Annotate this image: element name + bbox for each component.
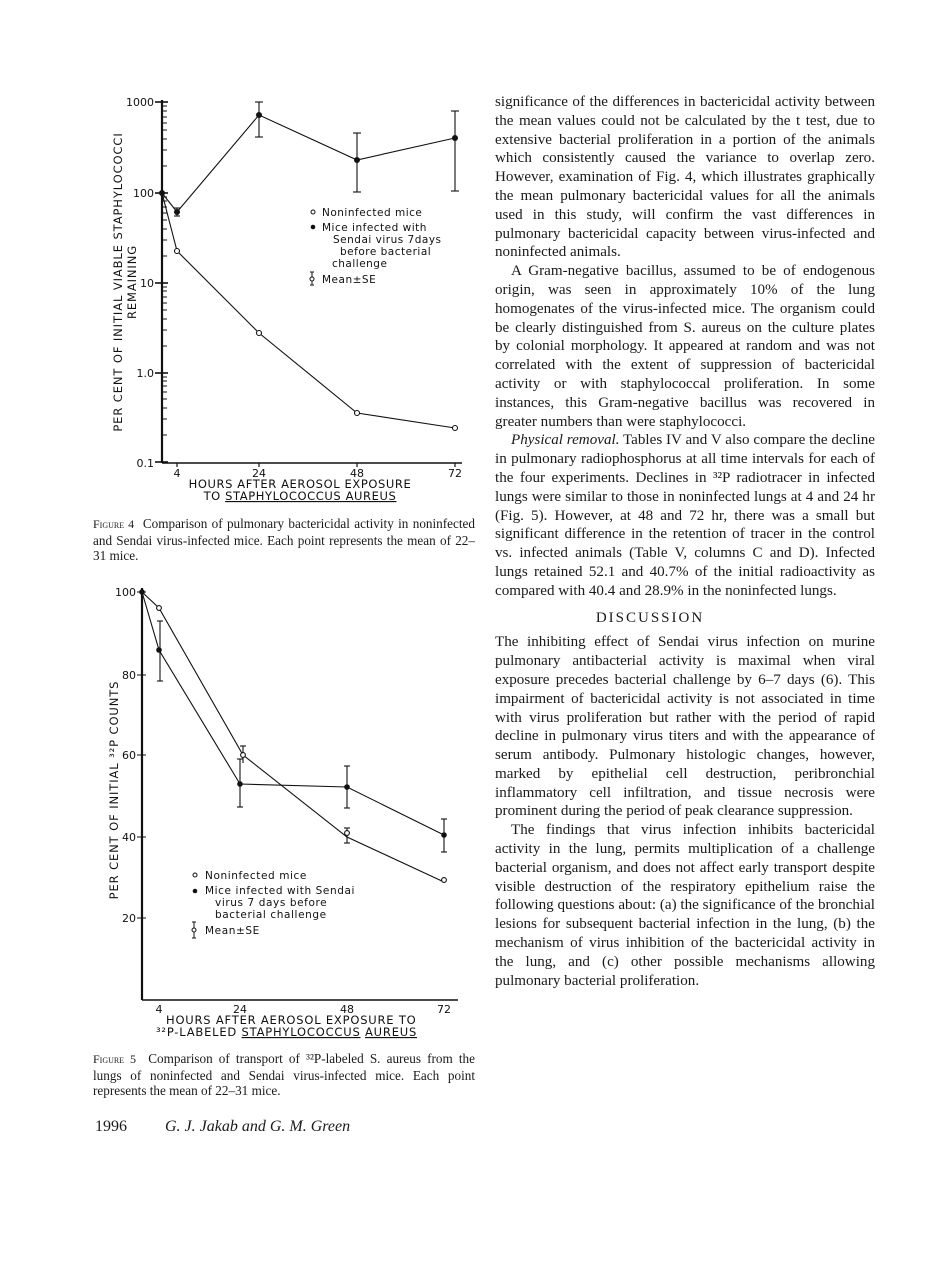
fig5-markers-open	[157, 606, 447, 883]
svg-text:4: 4	[173, 467, 181, 480]
svg-text:100: 100	[115, 586, 136, 599]
fig5-x-axis-label	[156, 1013, 417, 1039]
svg-text:10: 10	[140, 277, 154, 290]
svg-text:REMAINING: REMAINING	[125, 244, 139, 320]
svg-text:1000: 1000	[126, 96, 154, 109]
svg-text:Mice infected with: Mice infected with	[322, 222, 427, 234]
fig4-markers-filled	[159, 112, 458, 215]
paragraph-4: The inhibiting effect of Sendai virus infection on murine pulmonary antibacterial activity is maximal when viral exposure precedes bacterial challenge by 6–7 days (6). This impairment of bactericidal activity is not associated in time with virus proliferation but rather with the period of rapid decline in pulmonary virus titers and with the appearance of serum antibody. Pulmonary histologic changes, however, marked by epithelial cell destruction, peribronchial inflammatory cell infiltration, and tissue necrosis were prominent during the period of peak clearance suppression.	[495, 634, 875, 820]
paragraph-1: significance of the differences in bactericidal activity between the mean values could not be calculated by the t test, due to extensive bacterial proliferation in a portion of the animals which consistently caused the variance to overlap zero. However, examination of Fig. 4, which illustrates graphically the mean pulmonary bactericidal values for all the animals used in this study, will confirm the vast differences in pulmonary bactericidal capacity between virus-infected and noninfected animals.	[495, 94, 875, 261]
svg-text:Mice infected with Sendai: Mice infected with Sendai	[205, 885, 356, 897]
svg-text:72: 72	[437, 1003, 451, 1016]
fig4-x-axis-label	[189, 477, 412, 503]
fig5-y-axis-label: PER CENT OF INITIAL ³²P COUNTS	[107, 680, 121, 900]
fig5-legend	[192, 870, 355, 938]
svg-text:40: 40	[122, 831, 136, 844]
fig4-markers-open	[175, 249, 458, 431]
svg-text:bacterial challenge: bacterial challenge	[215, 909, 327, 921]
page-footer	[95, 1118, 350, 1136]
body-text-column	[495, 93, 875, 990]
svg-text:³²P-LABELED STAPHYLOCOCCUS AUR: ³²P-LABELED STAPHYLOCOCCUS AUREUS	[156, 1025, 418, 1039]
fig5-series-noninfected	[142, 592, 444, 882]
page-number: 1996	[95, 1118, 127, 1135]
svg-text:60: 60	[122, 749, 136, 762]
svg-text:100: 100	[133, 187, 154, 200]
legend-noninfected: Noninfected mice	[322, 207, 423, 219]
svg-text:Noninfected mice: Noninfected mice	[205, 870, 307, 882]
svg-text:0.1: 0.1	[136, 457, 154, 470]
svg-text:4: 4	[155, 1003, 163, 1016]
svg-text:72: 72	[448, 467, 462, 480]
svg-text:virus 7 days before: virus 7 days before	[215, 897, 328, 909]
fig5-error-bars	[157, 621, 447, 852]
svg-text:48: 48	[350, 467, 364, 480]
svg-text:HOURS AFTER AEROSOL EXPOSURE: HOURS AFTER AEROSOL EXPOSURE	[188, 477, 412, 491]
svg-text:TO STAPHYLOCOCCUS AUREUS: TO STAPHYLOCOCCUS AUREUS	[203, 489, 397, 503]
svg-text:1.0: 1.0	[136, 367, 154, 380]
paragraph-3: Physical removal. Tables IV and V also compare the decline in pulmonary radiophosphorus at all time intervals for each of the four experiments. Declines in ³²P radiotracer in infected lungs were similar to those in noninfected lungs at 4 and 24 hr (Fig. 5). However, at 48 and 72 hr, there was a small but significant difference in the retention of tracer in the control vs. infected animals (Table V, columns C and D). Infected lungs retained 52.1 and 40.7% of the initial radioactivity as compared with 40.4 and 28.9% in the noninfected lungs.	[495, 432, 876, 599]
svg-text:24: 24	[233, 1003, 247, 1016]
paragraph-5: The findings that virus infection inhibits bactericidal activity in the lung, permits multiplication of a challenge bacterial organism, and does not affect early transport despite visible destruction of the respiratory epithelium raise the following questions about: (a) the significance of the bronchial lesions for subsequent bacterial infection in the lung, (b) the mechanism of virus inhibition of the bactericidal activity in the lung, and (c) other possible mechanisms allowing pulmonary bacterial proliferation.	[495, 822, 875, 989]
svg-text:HOURS AFTER AEROSOL EXPOSURE T: HOURS AFTER AEROSOL EXPOSURE TO	[166, 1013, 417, 1027]
fig4-y-axis-label	[111, 132, 139, 431]
svg-text:before bacterial: before bacterial	[340, 246, 432, 258]
fig4-error-bars	[174, 102, 459, 216]
fig5-series-infected	[142, 592, 444, 835]
svg-text:Mean±SE: Mean±SE	[205, 925, 260, 937]
fig5-markers-filled	[139, 589, 447, 838]
svg-text:challenge: challenge	[332, 258, 388, 270]
svg-text:Mean±SE: Mean±SE	[322, 274, 377, 286]
svg-text:20: 20	[122, 912, 136, 925]
section-heading-discussion: DISCUSSION	[595, 609, 705, 626]
svg-text:24: 24	[252, 467, 266, 480]
svg-text:Sendai virus 7days: Sendai virus 7days	[333, 234, 442, 246]
figure-5-chart	[107, 586, 458, 1039]
running-head-authors: G. J. Jakab and G. M. Green	[165, 1118, 351, 1135]
svg-text:48: 48	[340, 1003, 354, 1016]
fig4-series-infected	[162, 115, 455, 212]
fig4-legend	[310, 207, 442, 286]
figure-4-caption: Figure 4 Comparison of pulmonary bactericidal activity in noninfected and Sendai virus-infected mice. Each point represents the mean of 22–31 mice.	[93, 516, 475, 563]
figure-5-caption: Figure 5 Comparison of transport of ³²P-labeled S. aureus from the lungs of noninfected and Sendai virus-infected mice. Each point represents the mean of 22–31 mice.	[93, 1051, 476, 1098]
paragraph-2: A Gram-negative bacillus, assumed to be of endogenous origin, was seen in approximately 10% of the lung homogenates of the virus-infected mice. The organism could be clearly distinguished from S. aureus on the culture plates by colonial morphology. It appeared at random and was not correlated with the extent of suppression of bactericidal activity or with staphylococcal proliferation. In some instances, this Gram-negative bacillus was recovered in greater numbers than were staphylococci.	[495, 263, 875, 430]
svg-text:80: 80	[122, 669, 136, 682]
svg-text:PER CENT OF INITIAL VIABLE STA: PER CENT OF INITIAL VIABLE STAPHYLOCOCCI	[111, 132, 125, 432]
